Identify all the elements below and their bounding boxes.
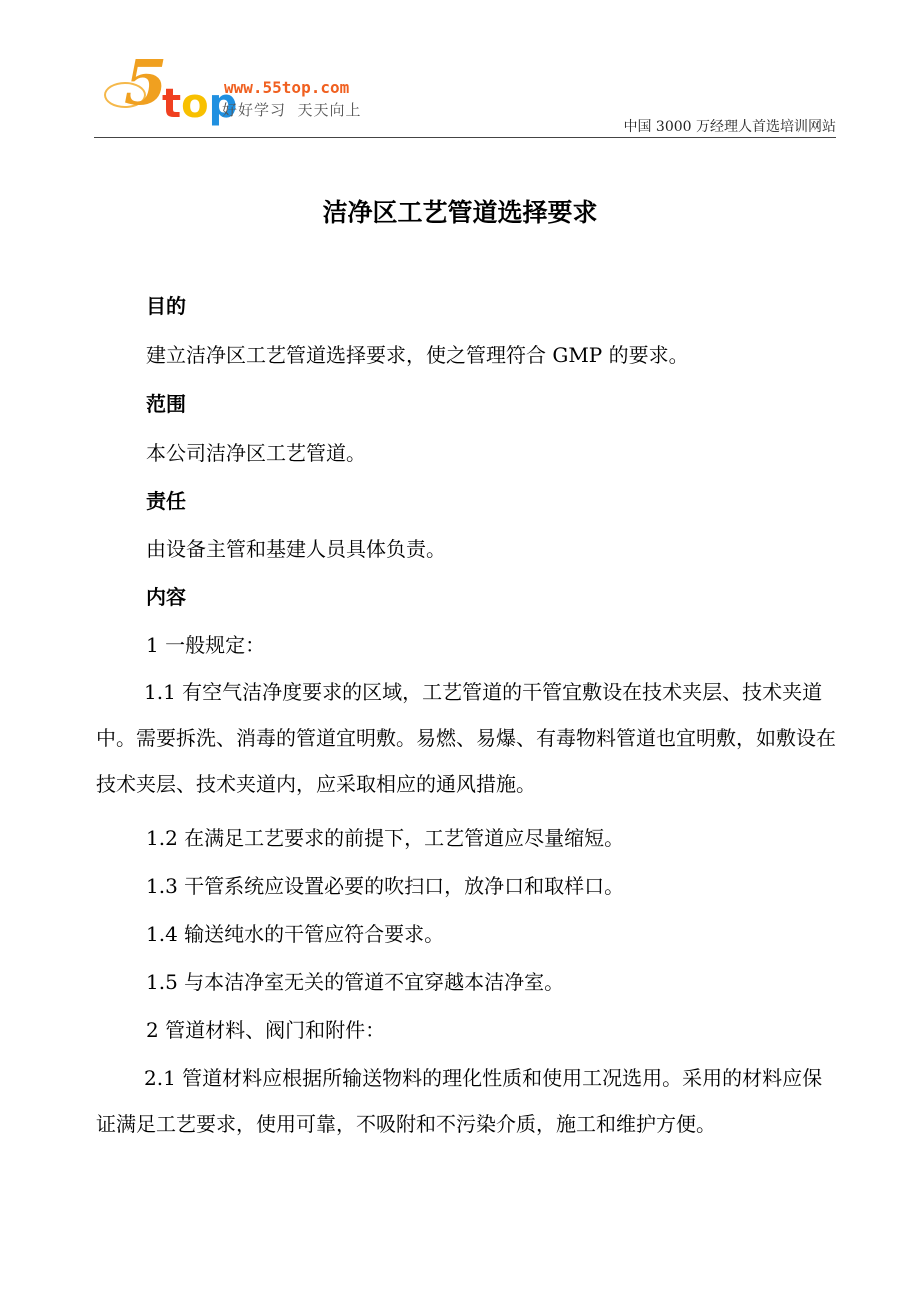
content-item-1-2: 1.2 在满足工艺要求的前提下，工艺管道应尽量缩短。 <box>146 826 625 850</box>
content-item-1-4: 1.4 输送纯水的干管应符合要求。 <box>146 922 445 946</box>
section-heading-purpose: 目的 <box>146 294 186 318</box>
section-heading-content: 内容 <box>146 585 186 609</box>
section-heading-scope: 范围 <box>146 392 186 416</box>
content-item-1-5: 1.5 与本洁净室无关的管道不宜穿越本洁净室。 <box>146 970 565 994</box>
logo-letter-t: t <box>162 81 182 127</box>
content-item-1-title: 1 一般规定： <box>146 633 266 657</box>
page-header <box>0 0 920 140</box>
document-title: 洁净区工艺管道选择要求 <box>322 198 598 227</box>
content-item-2-title: 2 管道材料、阀门和附件： <box>146 1018 386 1042</box>
logo-url: www.55top.com <box>224 78 350 97</box>
section-body-responsibility: 由设备主管和基建人员具体负责。 <box>146 537 446 561</box>
header-tagline: 中国 3000 万经理人首选培训网站 <box>623 119 836 135</box>
logo-letter-o: o <box>181 81 209 127</box>
section-heading-responsibility: 责任 <box>146 489 186 513</box>
section-body-purpose: 建立洁净区工艺管道选择要求，使之管理符合 GMP 的要求。 <box>146 343 689 367</box>
logo-letter-p: p <box>208 81 238 127</box>
content-item-1-1: 1.1 有空气洁净度要求的区域，工艺管道的干管宜敷设在技术夹层、技术夹道中。需要拆洗、消毒的管道宜明敷。易燃、易爆、有毒物料管道也宜明敷，如敷设在技术夹层、技术夹道内，应采取相应的通风措施。 <box>96 680 836 796</box>
logo-five: 5 <box>124 46 168 119</box>
content-item-1-3: 1.3 干管系统应设置必要的吹扫口，放净口和取样口。 <box>146 874 625 898</box>
section-body-scope: 本公司洁净区工艺管道。 <box>146 441 366 465</box>
55top-logo <box>104 46 414 132</box>
header-divider <box>94 137 836 138</box>
logo-slogan: 好好学习 天天向上 <box>222 101 362 119</box>
content-item-2-1: 2.1 管道材料应根据所输送物料的理化性质和使用工况选用。采用的材料应保证满足工艺要求，使用可靠，不吸附和不污染介质，施工和维护方便。 <box>96 1066 823 1136</box>
